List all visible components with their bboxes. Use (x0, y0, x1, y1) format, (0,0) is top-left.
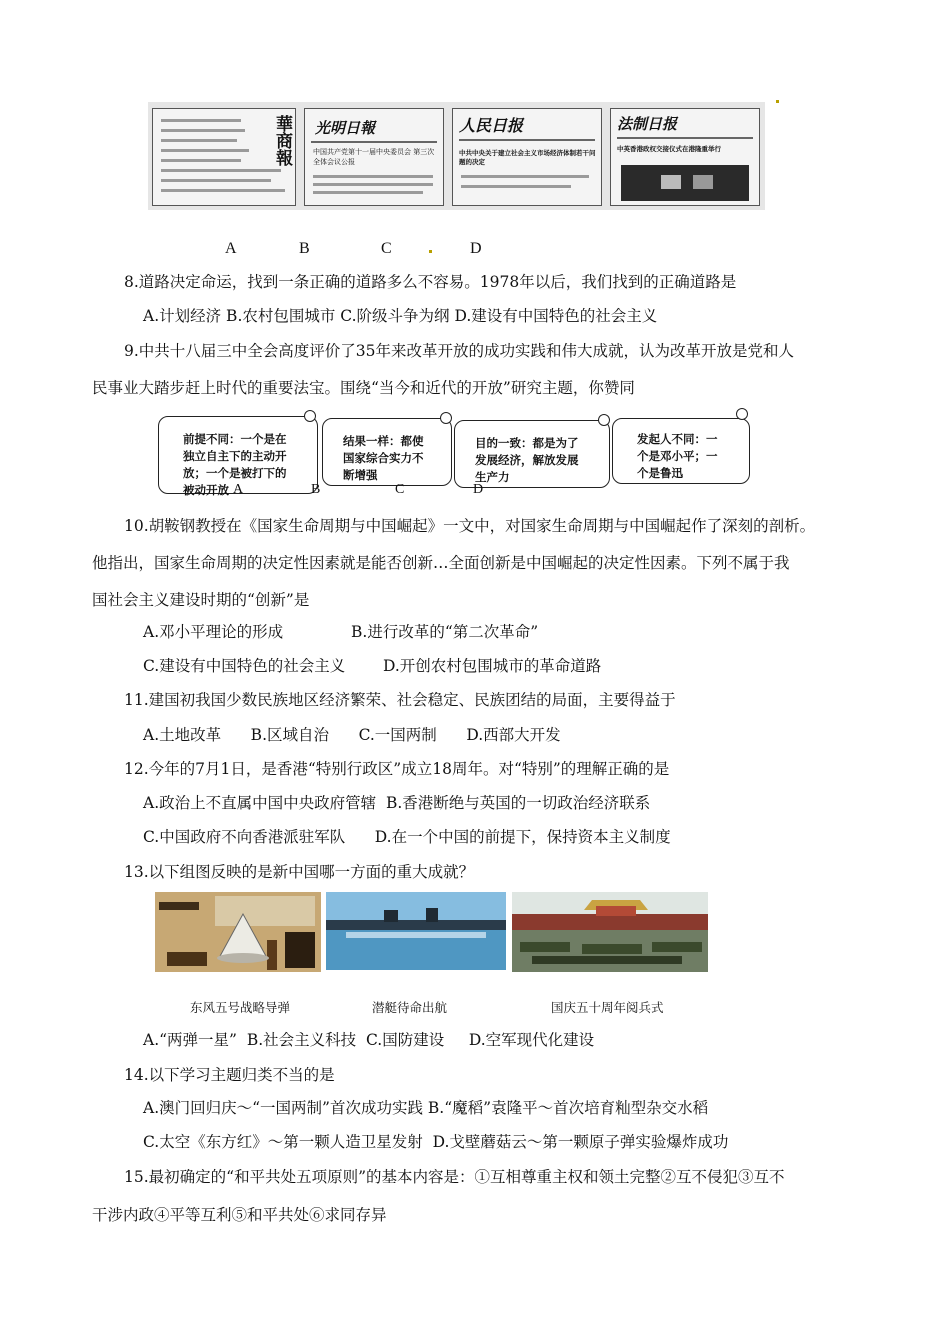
q7-newspaper-image (148, 102, 765, 210)
newspaper-headline: 中共中央关于建立社会主义市场经济体制若干问题的决定 (459, 149, 596, 166)
scroll-curl (736, 408, 748, 420)
q7-option-c: C (381, 240, 392, 257)
handover-ceremony-photo (621, 165, 749, 201)
parade-caption: 国庆五十周年阅兵式 (551, 1000, 664, 1015)
scroll-text-line: 生产力 (475, 470, 510, 484)
q14-options-line1: A.澳门回归庆～“一国两制”首次成功实践 B.“魔稻”袁隆平～首次培育籼型杂交水稻 (143, 1099, 709, 1117)
q10-stem-line2: 他指出，国家生命周期的决定性因素就是能否创新…全面创新是中国崛起的决定性因素。下列不属于我 (92, 554, 790, 572)
submarine-caption: 潜艇待命出航 (372, 1000, 448, 1015)
newspaper-masthead: 光明日報 (315, 119, 376, 137)
q13-options: A.“两弹一星” B.社会主义科技 C.国防建设 D.空军现代化建设 (143, 1031, 595, 1049)
q12-stem: 12.今年的7月1日，是香港“特别行政区”成立18周年。对“特别”的理解正确的是 (124, 760, 670, 778)
marker-dot (429, 250, 432, 253)
scroll-text-line: 国家综合实力不 (343, 451, 424, 465)
scroll-card-b (322, 418, 452, 486)
newspaper-headline: 中国共产党第十一届中央委员会 第三次全体会议公报 (313, 148, 435, 166)
scroll-text-line: 个是邓小平；一 (637, 449, 718, 463)
q9-stem-line2: 民事业大踏步赶上时代的重要法宝。围绕“当今和近代的开放”研究主题，你赞同 (92, 379, 635, 397)
scroll-text-line: 目的一致：都是为了 (475, 436, 579, 450)
scroll-card-c (454, 420, 610, 488)
scroll-text-line: 放；一个是被打下的 (183, 466, 287, 480)
scroll-curl (304, 410, 316, 422)
q8-stem: 8.道路决定命运，找到一条正确的道路多么不容易。1978年以后，我们找到的正确道路是 (124, 273, 737, 291)
parade-photo (512, 892, 708, 972)
parade-illustration (512, 892, 708, 972)
q9-option-d: D (473, 482, 484, 497)
q9-stem-line1: 9.中共十八届三中全会高度评价了35年来改革开放的成功实践和伟大成就，认为改革开放是党和人 (124, 342, 795, 360)
q14-stem: 14.以下学习主题归类不当的是 (124, 1066, 335, 1084)
submarine-illustration (326, 892, 506, 970)
newspaper-masthead: 法制日报 (617, 115, 678, 133)
scroll-text-line: 发展经济，解放发展 (475, 453, 579, 467)
q10-option-b: B.进行改革的“第二次革命” (351, 623, 539, 641)
q10-option-c: C.建设有中国特色的社会主义 (143, 657, 346, 675)
scroll-curl (440, 412, 452, 424)
q10-option-d: D.开创农村包围城市的革命道路 (383, 657, 602, 675)
q11-options: A.土地改革 B.区域自治 C.一国两制 D.西部大开发 (143, 726, 561, 744)
submarine-photo (326, 892, 506, 970)
scroll-curl (598, 414, 610, 426)
scroll-text-line: 发起人不同：一 (637, 432, 718, 446)
newspaper-masthead: 華商報 (272, 115, 292, 166)
newspaper-hua-shang-bao (152, 108, 296, 206)
newspaper-guang-ming-ri-bao (304, 108, 444, 206)
q8-options: A.计划经济 B.农村包围城市 C.阶级斗争为纲 D.建设有中国特色的社会主义 (143, 307, 658, 325)
q15-stem-line1: 15.最初确定的“和平共处五项原则”的基本内容是：①互相尊重主权和领土完整②互不侵犯③互不 (124, 1168, 785, 1186)
missile-caption: 东风五号战略导弹 (190, 1000, 291, 1015)
q7-option-a: A (225, 240, 237, 257)
q14-options-line2: C.太空《东方红》～第一颗人造卫星发射 D.戈壁蘑菇云～第一颗原子弹实验爆炸成功 (143, 1133, 729, 1151)
newspaper-fa-zhi-ri-bao (610, 108, 760, 206)
q11-stem: 11.建国初我国少数民族地区经济繁荣、社会稳定、民族团结的局面，主要得益于 (124, 691, 676, 709)
newspaper-headline: 中英香港政权交接仪式在港隆重举行 (617, 145, 721, 153)
q9-option-b: B (311, 482, 321, 497)
q12-options-line1: A.政治上不直属中国中央政府管辖 B.香港断绝与英国的一切政治经济联系 (143, 794, 651, 812)
scroll-card-d (612, 418, 750, 484)
newspaper-masthead: 人民日报 (459, 116, 524, 135)
q7-option-b: B (299, 240, 310, 257)
missile-photo (155, 892, 321, 972)
scroll-text-line: 独立自主下的主动开 (183, 449, 287, 463)
q9-option-a: A (233, 482, 244, 497)
q7-option-d: D (470, 240, 482, 257)
q13-stem: 13.以下组图反映的是新中国哪一方面的重大成就？ (124, 863, 475, 881)
scroll-text-line: 个是鲁迅 (637, 466, 683, 480)
marker-dot (776, 100, 779, 103)
q10-stem-line3: 国社会主义建设时期的“创新”是 (92, 591, 310, 609)
scroll-text-line: 断增强 (343, 468, 378, 482)
scroll-text-line: 前提不同：一个是在 (183, 432, 287, 446)
newspaper-ren-min-ri-bao (452, 108, 602, 206)
missile-illustration (155, 892, 321, 972)
scroll-text-line: 结果一样：都使 (343, 434, 424, 448)
q15-stem-line2: 干涉内政④平等互利⑤和平共处⑥求同存异 (92, 1206, 387, 1224)
q10-stem-line1: 10.胡鞍钢教授在《国家生命周期与中国崛起》一文中，对国家生命周期与中国崛起作了深刻的剖析。 (124, 517, 816, 535)
scroll-text-line: 被动开放 (183, 483, 229, 497)
q9-option-c: C (395, 482, 405, 497)
q12-options-line2: C.中国政府不向香港派驻军队 D.在一个中国的前提下，保持资本主义制度 (143, 828, 671, 846)
q10-option-a: A.邓小平理论的形成 (143, 623, 284, 641)
